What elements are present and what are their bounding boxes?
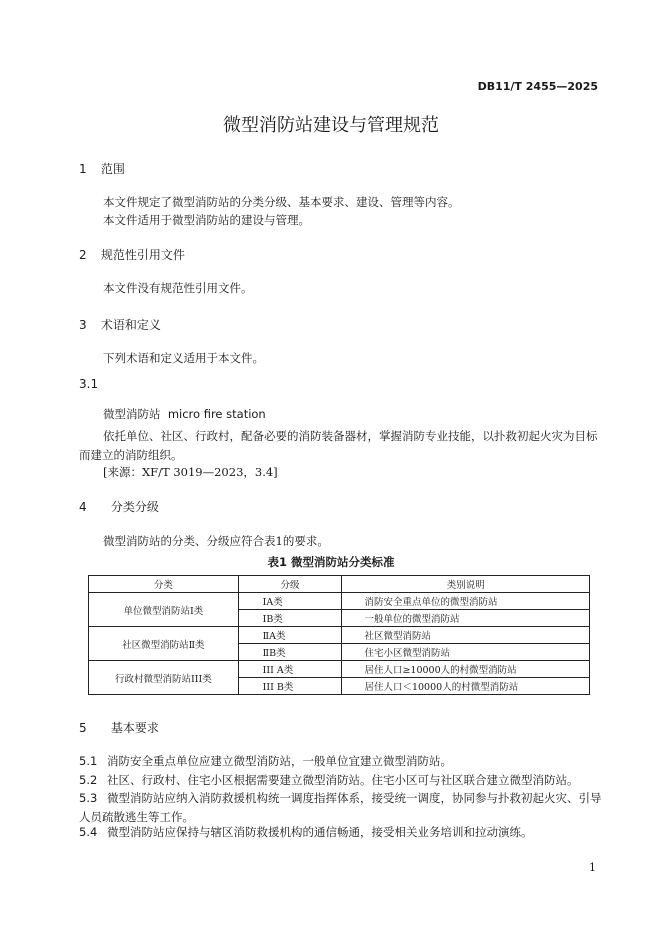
section-number: 5 — [79, 721, 87, 735]
level-cell: III B类 — [238, 678, 342, 695]
section-title: 分类分级 — [110, 500, 159, 514]
description-cell: 住宅小区微型消防站 — [342, 644, 590, 661]
description-cell: 居住人口＜10000人的村微型消防站 — [342, 678, 590, 695]
level-cell: ⅠB类 — [238, 610, 342, 627]
clause-item — [79, 789, 609, 827]
clause-text: 消防安全重点单位应建立微型消防站，一般单位宜建立微型消防站。 — [107, 754, 452, 768]
clause-item — [79, 771, 609, 790]
section-number: 2 — [79, 248, 87, 262]
section-1-heading — [79, 160, 125, 177]
clause-text: 微型消防站应纳入消防救援机构统一调度指挥体系，接受统一调度，协同参与扑救初起火灾、引导人员疏散逃生等工作。 — [79, 791, 602, 824]
paragraph: 微型消防站的分类、分级应符合表1的要求。 — [103, 534, 329, 548]
section-title: 术语和定义 — [100, 318, 161, 332]
section-title: 范围 — [100, 162, 125, 176]
category-cell: 行政村微型消防站III类 — [89, 661, 239, 695]
clause-item — [79, 823, 609, 842]
section-number: 3 — [79, 318, 87, 332]
description-cell: 居住人口≥10000人的村微型消防站 — [342, 661, 590, 678]
section-number: 1 — [79, 162, 87, 176]
paragraph: 本文件适用于微型消防站的建设与管理。 — [103, 213, 310, 227]
clause-number: 5.1 — [79, 754, 98, 768]
clause-number: 5.2 — [79, 773, 98, 787]
paragraph: 本文件没有规范性引用文件。 — [103, 281, 253, 295]
level-cell: ⅠA类 — [238, 593, 342, 610]
level-cell: ⅡB类 — [238, 644, 342, 661]
category-cell: 单位微型消防站I类 — [89, 593, 239, 627]
term-english: micro fire station — [167, 407, 266, 421]
term-definition: 依托单位、社区、行政村，配备必要的消防装备器材，掌握消防专业技能，以扑救初起火灾为目标而建立的消防组织。 — [79, 429, 598, 462]
section-title: 规范性引用文件 — [100, 248, 185, 262]
term-source: [来源：XF/T 3019—2023，3.4] — [103, 465, 278, 479]
section-5-heading — [79, 719, 159, 736]
section-4-heading — [79, 498, 159, 515]
table-header-cell: 分级 — [238, 576, 342, 593]
level-cell: ⅡA类 — [238, 627, 342, 644]
paragraph: 本文件规定了微型消防站的分类分级、基本要求、建设、管理等内容。 — [103, 195, 460, 209]
classification-table — [88, 575, 590, 695]
term-entry — [103, 406, 266, 422]
description-cell: 一般单位的微型消防站 — [342, 610, 590, 627]
section-2-heading — [79, 246, 185, 263]
table-row — [89, 661, 590, 678]
page-number: 1 — [589, 861, 596, 874]
table-row — [89, 593, 590, 610]
clause-item — [79, 752, 609, 771]
section-number: 4 — [79, 500, 87, 514]
clause-number: 5.4 — [79, 825, 98, 839]
table-header-cell: 分类 — [89, 576, 239, 593]
term-chinese: 微型消防站 — [103, 407, 161, 421]
paragraph: 下列术语和定义适用于本文件。 — [103, 351, 264, 365]
table-header-cell: 类别说明 — [342, 576, 590, 593]
level-cell: III A类 — [238, 661, 342, 678]
section-3-heading — [79, 316, 161, 333]
subclause-number: 3.1 — [79, 377, 99, 391]
section-title: 基本要求 — [110, 721, 159, 735]
document-code: DB11/T 2455—2025 — [477, 80, 598, 93]
clause-number: 5.3 — [79, 791, 98, 805]
description-cell: 消防安全重点单位的微型消防站 — [342, 593, 590, 610]
table-caption: 表1 微型消防站分类标准 — [267, 555, 395, 569]
category-cell: 社区微型消防站Ⅱ类 — [89, 627, 239, 661]
table-row — [89, 627, 590, 644]
document-title: 微型消防站建设与管理规范 — [223, 115, 439, 136]
clause-text: 微型消防站应保持与辖区消防救援机构的通信畅通，接受相关业务培训和拉动演练。 — [107, 825, 533, 839]
table-header-row — [89, 576, 590, 593]
description-cell: 社区微型消防站 — [342, 627, 590, 644]
clause-text: 社区、行政村、住宅小区根据需要建立微型消防站。住宅小区可与社区联合建立微型消防站。 — [107, 773, 579, 787]
